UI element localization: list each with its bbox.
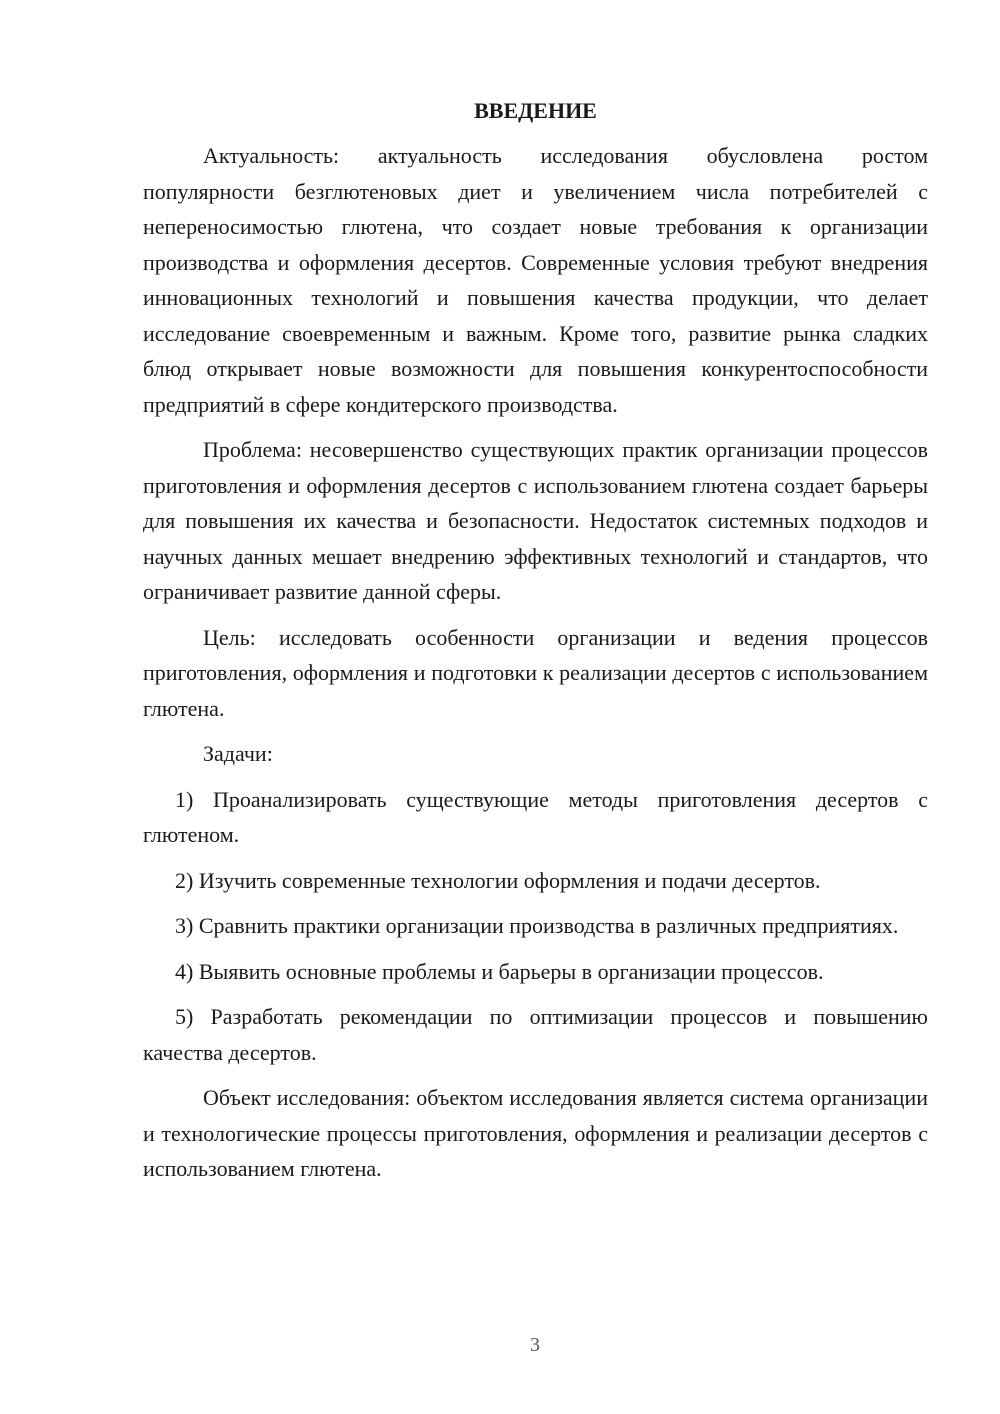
page-number: 3 <box>530 1334 540 1356</box>
section-title: ВВЕДЕНИЕ <box>474 98 597 123</box>
task-item-5: 5) Разработать рекомендации по оптимизации процессов и повышению качества десертов. <box>143 1004 928 1065</box>
relevance-paragraph: Актуальность: актуальность исследования обусловлена ростом популярности безглютеновых диет и увеличением числа потребителей с непереносимостью глютена, что создает новые требования к организации производства и оформления десертов. Современные условия требуют внедрения инновационных технологий и повышения качества продукции, что делает исследование своевременным и важным. Кроме того, развитие рынка сладких блюд открывает новые возможности для повышения конкурентоспособности предприятий в сфере кондитерского производства. <box>143 143 928 417</box>
tasks-heading: Задачи: <box>203 741 273 766</box>
task-item-2: 2) Изучить современные технологии оформления и подачи десертов. <box>175 867 821 893</box>
task-item-4: 4) Выявить основные проблемы и барьеры в организации процессов. <box>175 958 824 984</box>
document-page <box>143 96 928 1187</box>
task-item-1: 1) Проанализировать существующие методы приготовления десертов с глютеном. <box>143 786 928 847</box>
object-paragraph: Объект исследования: объектом исследования является система организации и технологические процессы приготовления, оформления и реализации десертов с использованием глютена. <box>143 1085 928 1181</box>
goal-paragraph: Цель: исследовать особенности организации и ведения процессов приготовления, оформления и подготовки к реализации десертов с использованием глютена. <box>143 624 928 721</box>
task-item-3: 3) Сравнить практики организации производства в различных предприятиях. <box>175 913 899 938</box>
problem-paragraph: Проблема: несовершенство существующих практик организации процессов приготовления и оформления десертов с использованием глютена создает барьеры для повышения их качества и безопасности. Недостаток системных подходов и научных данных мешает внедрению эффективных технологий и стандартов, что ограничивает развитие данной сферы. <box>143 437 928 604</box>
